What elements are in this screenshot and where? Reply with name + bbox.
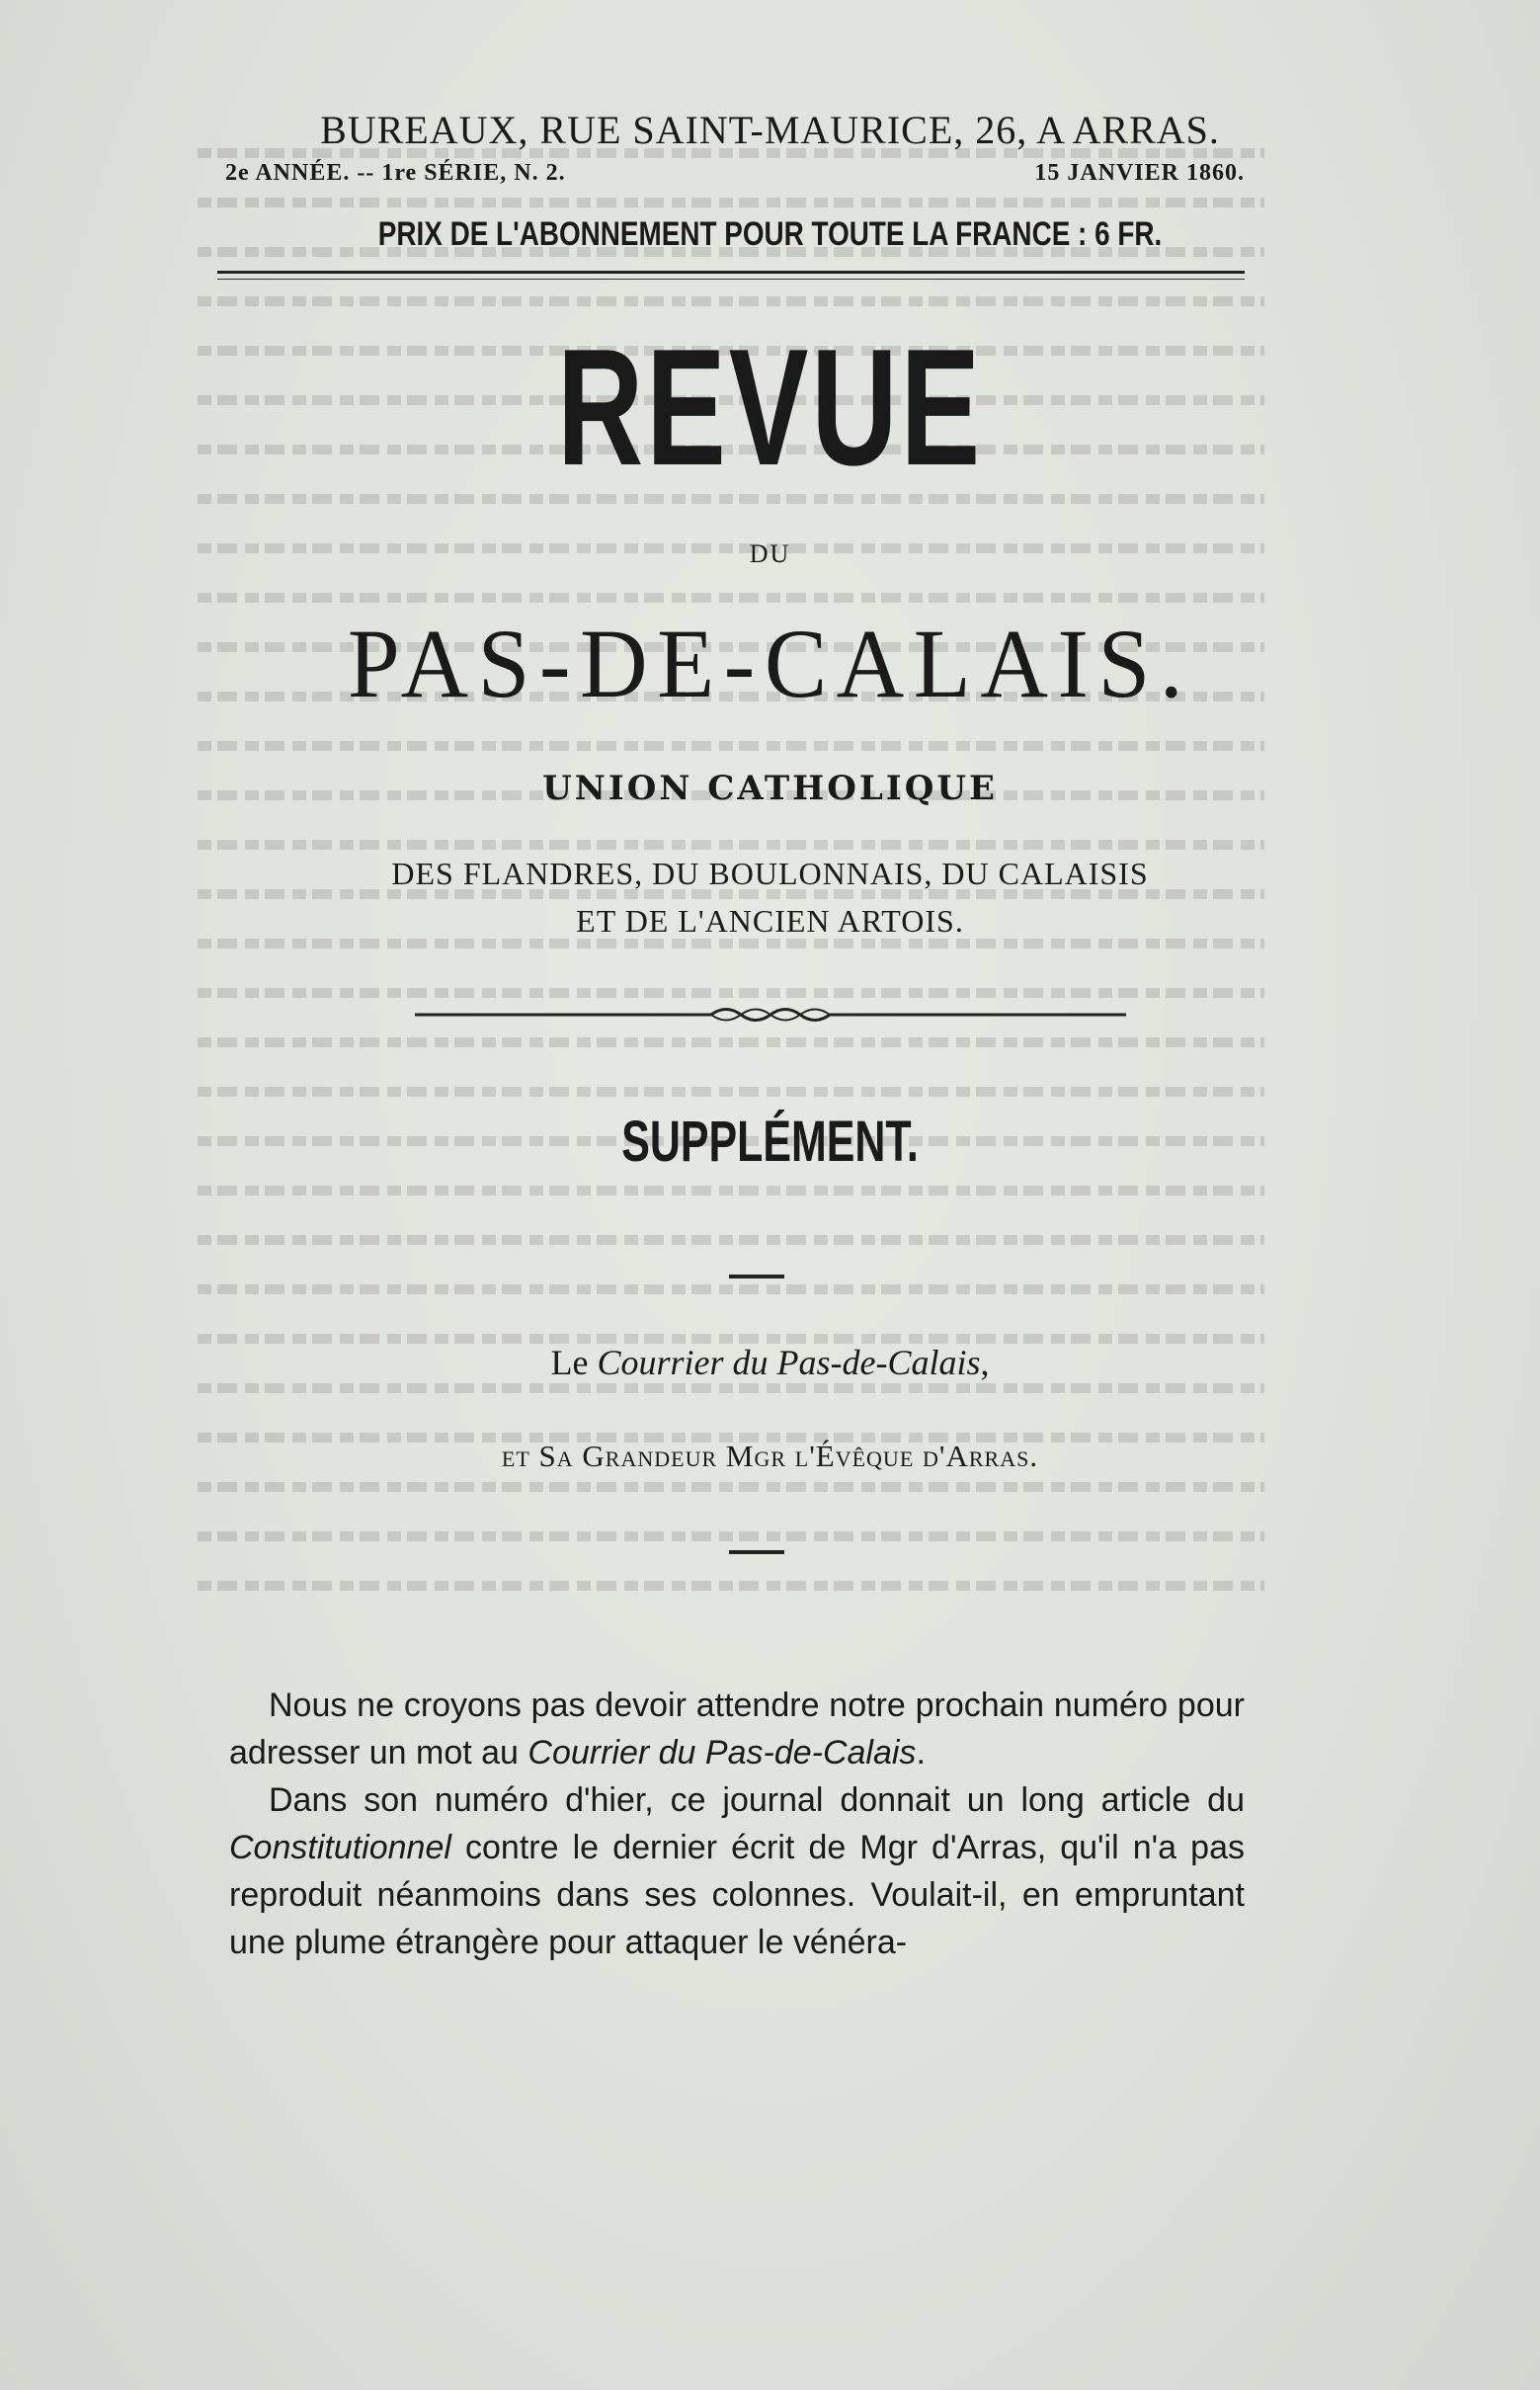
dash-divider xyxy=(729,1550,784,1554)
text-run-italic: Courrier du Pas-de-Calais xyxy=(527,1734,917,1772)
ornament-divider xyxy=(415,1000,1126,1030)
bureaux-address: BUREAUX, RUE SAINT-MAURICE, 26, A ARRAS. xyxy=(320,108,1220,152)
masthead-subtitle-1: DES FLANDRES, DU BOULONNAIS, DU CALAISIS xyxy=(391,856,1149,891)
masthead-title: REVUE xyxy=(556,314,984,500)
text-run: Nous ne croyons pas devoir attendre notre prochain numéro pour adresser un mot au xyxy=(229,1687,1245,1772)
text-run: contre le dernier écrit de Mgr d'Arras, qu'il n'a pas reproduit néanmoins dans ses colonnes. Voulait-il, en empruntant une plume étrangère pour attaquer le vénéra- xyxy=(229,1829,1245,1961)
article-body xyxy=(229,1682,1245,1966)
paragraph xyxy=(229,1682,1245,1776)
issue-date: 15 JANVIER 1860. xyxy=(1034,160,1245,186)
header-rule xyxy=(217,271,1245,274)
text-run: Dans son numéro d'hier, ce journal donnait un long article du xyxy=(269,1781,1245,1819)
subscription-price: PRIX DE L'ABONNEMENT POUR TOUTE LA FRANCE : 6 FR. xyxy=(377,215,1163,253)
masthead-region: PAS-DE-CALAIS. xyxy=(347,609,1193,718)
masthead-du: DU xyxy=(749,539,791,568)
header-rule-thin xyxy=(217,279,1245,280)
heading-suffix: , xyxy=(980,1343,990,1382)
issue-number: 2e ANNÉE. -- 1re SÉRIE, N. 2. xyxy=(225,160,566,186)
article-heading-2: et Sa Grandeur Mgr l'Évêque d'Arras. xyxy=(501,1439,1039,1473)
paragraph xyxy=(229,1776,1245,1966)
section-title: SUPPLÉMENT. xyxy=(621,1110,919,1174)
text-run-italic: Constitutionnel xyxy=(229,1829,451,1866)
issue-meta xyxy=(225,160,1245,187)
heading-prefix: Le xyxy=(550,1343,598,1382)
dash-divider xyxy=(729,1275,784,1278)
heading-italic: Courrier du Pas-de-Calais xyxy=(597,1343,981,1382)
masthead-subtitle-2: ET DE L'ANCIEN ARTOIS. xyxy=(576,903,964,939)
article-heading xyxy=(0,1342,1540,1383)
masthead-union: UNION CATHOLIQUE xyxy=(542,769,998,808)
text-run: . xyxy=(916,1734,926,1772)
